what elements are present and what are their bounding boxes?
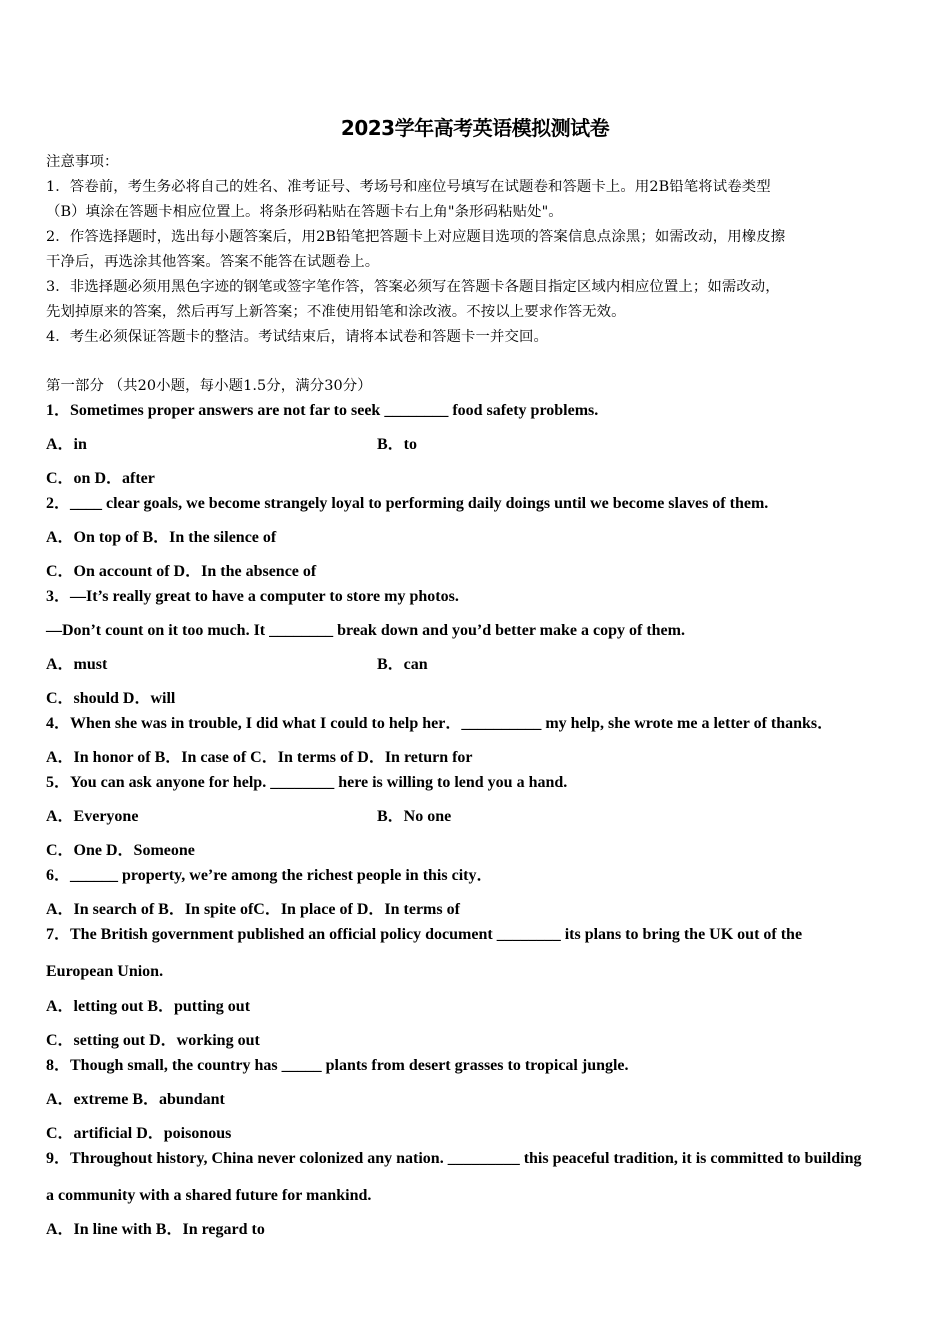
option-a: A．Everyone xyxy=(46,808,139,825)
option-a-b: A．On top of B．In the silence of xyxy=(46,529,277,546)
option-c-d: C．on D．after xyxy=(46,470,155,487)
notice-line: 干净后，再选涂其他答案。答案不能答在试题卷上。 xyxy=(46,254,380,270)
option-all: A．In honor of B．In case of C．In terms of D．In return for xyxy=(46,749,473,766)
notice-line: 先划掉原来的答案，然后再写上新答案；不准使用铅笔和涂改液。不按以上要求作答无效。 xyxy=(46,304,626,320)
option-a-b: A．extreme B．abundant xyxy=(46,1091,225,1108)
question-stem: 9．Throughout history, China never colonized any nation. _________ this peaceful tradition, it is committed to building xyxy=(46,1150,862,1167)
question-stem-cont: —Don’t count on it too much. It ________ break down and you’d better make a copy of them. xyxy=(46,622,685,639)
option-b: B．can xyxy=(377,656,428,673)
option-c-d: C．artificial D．poisonous xyxy=(46,1125,232,1142)
option-all: A．In search of B．In spite ofC．In place of D．In terms of xyxy=(46,901,460,918)
option-c-d: C．setting out D．working out xyxy=(46,1032,260,1049)
question-stem: 2．____ clear goals, we become strangely loyal to performing daily doings until we become slaves of them. xyxy=(46,495,769,512)
option-a: A．in xyxy=(46,436,87,453)
page-title: 2023学年高考英语模拟测试卷 xyxy=(340,116,610,140)
question-stem: 7．The British government published an official policy document ________ its plans to bring the UK out of the xyxy=(46,926,803,943)
notice-line: 4．考生必须保证答题卡的整洁。考试结束后，请将本试卷和答题卡一并交回。 xyxy=(46,329,548,345)
question-stem: 5．You can ask anyone for help. ________ here is willing to lend you a hand. xyxy=(46,774,568,791)
question-stem-cont: a community with a shared future for mankind. xyxy=(46,1187,372,1204)
option-b: B．No one xyxy=(377,808,452,825)
option-a: A．must xyxy=(46,656,108,673)
notice-heading: 注意事项： xyxy=(46,154,119,170)
notice-line: 2．作答选择题时，选出每小题答案后，用2B铅笔把答题卡上对应题目选项的答案信息点涂黑；如需改动，用橡皮擦 xyxy=(46,229,786,245)
notice-line: （B）填涂在答题卡相应位置上。将条形码粘贴在答题卡右上角"条形码粘贴处"。 xyxy=(46,204,563,220)
option-b: B．to xyxy=(377,436,418,453)
option-a-b: A．letting out B．putting out xyxy=(46,998,251,1015)
question-stem: 3．—It’s really great to have a computer to store my photos. xyxy=(46,588,459,605)
question-stem: 1．Sometimes proper answers are not far to seek ________ food safety problems. xyxy=(46,402,599,419)
option-a-b: A．In line with B．In regard to xyxy=(46,1221,265,1238)
option-c-d: C．should D．will xyxy=(46,690,176,707)
question-stem: 8．Though small, the country has _____ plants from desert grasses to tropical jungle. xyxy=(46,1057,629,1074)
option-c-d: C．On account of D．In the absence of xyxy=(46,563,317,580)
notice-line: 1．答卷前，考生务必将自己的姓名、准考证号、考场号和座位号填写在试题卷和答题卡上。用2B铅笔将试卷类型 xyxy=(46,179,771,195)
notice-line: 3．非选择题必须用黑色字迹的钢笔或签字笔作答，答案必须写在答题卡各题目指定区域内相应位置上；如需改动， xyxy=(46,279,780,295)
question-stem: 4．When she was in trouble, I did what I could to help her．__________ my help, she wrote me a letter of thanks． xyxy=(46,715,834,732)
question-stem-cont: European Union. xyxy=(46,963,164,980)
part-heading: 第一部分 （共20小题，每小题1.5分，满分30分） xyxy=(46,378,372,394)
option-c-d: C．One D．Someone xyxy=(46,842,195,859)
question-stem: 6．______ property, we’re among the richest people in this city． xyxy=(46,867,493,884)
